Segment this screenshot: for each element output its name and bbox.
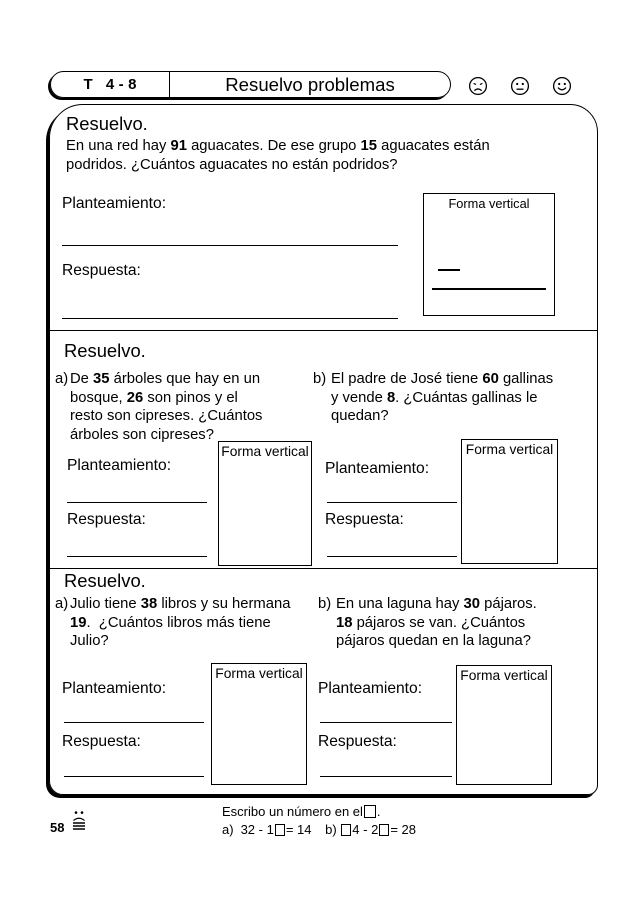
blank-box — [379, 824, 389, 836]
problem-text-segment: árboles que hay en un — [109, 371, 261, 387]
problem-text-segment: son pinos y el — [143, 389, 238, 406]
key-number: 38 — [140, 596, 158, 612]
problem-text-line — [70, 614, 290, 633]
problem-text-segment: pájaros. — [480, 596, 537, 612]
problem-text-line — [70, 595, 290, 614]
section-heading: Resuelvo. — [64, 340, 146, 361]
respuesta-answer-line — [320, 776, 452, 777]
problem-text-segment: bosque, — [70, 389, 127, 406]
page-number: 58 — [50, 820, 65, 835]
key-number: 19 — [70, 614, 87, 631]
key-number: 60 — [482, 371, 499, 387]
section-heading: Resuelvo. — [66, 113, 148, 134]
problem-text-line — [336, 595, 537, 614]
vertical-form-label: Forma vertical — [460, 668, 548, 683]
key-number: 35 — [93, 371, 110, 387]
problem-text-segment: Julio? — [70, 633, 109, 649]
key-number: 91 — [170, 138, 187, 154]
vertical-form-label: Forma vertical — [448, 196, 530, 211]
vertical-form-box — [456, 665, 552, 785]
problem-text — [336, 595, 537, 651]
book-stack-icon — [71, 810, 87, 832]
problem-letter: a) — [55, 371, 69, 387]
exercise-b — [325, 822, 416, 837]
problem-text-segment: En una red hay — [66, 138, 171, 154]
problem-text — [70, 595, 290, 651]
problem-a — [55, 595, 290, 651]
blank-box — [341, 824, 351, 836]
key-number: 18 — [336, 614, 353, 631]
respuesta-label: Respuesta: — [62, 262, 141, 279]
problem-text-segment: aguacates están — [377, 138, 490, 154]
vertical-form-label: Forma vertical — [221, 444, 309, 459]
lesson-code: T 4-8 — [51, 72, 170, 97]
problem-text-segment: y vende — [331, 389, 387, 406]
exercise-result: = 14 — [285, 822, 312, 837]
problem-letter: b) — [318, 596, 332, 612]
problem-text-segment: Julio tiene — [70, 596, 141, 612]
problem-text-line — [70, 632, 290, 651]
problem-text-segment: árboles son cipreses? — [70, 426, 214, 443]
planteamiento-label: Planteamiento: — [67, 457, 172, 474]
problem-text-segment: El padre de José tiene — [331, 371, 483, 387]
exercise-expression: 4 - 2 — [352, 822, 379, 837]
respuesta-answer-line — [64, 776, 204, 777]
problem-text-segment: De — [70, 371, 94, 387]
vertical-form-box — [211, 663, 307, 785]
problem-text-segment: podridos. ¿Cuántos aguacates no están podridos? — [66, 156, 398, 173]
respuesta-label: Respuesta: — [67, 511, 146, 528]
respuesta-label: Respuesta: — [318, 733, 397, 750]
instruction-period: . — [376, 804, 381, 819]
problem-letter: b) — [313, 371, 327, 387]
instruction-text: Escribo un número en el — [222, 804, 363, 819]
exercise-letter: a) — [222, 822, 234, 837]
key-number: 30 — [463, 596, 480, 612]
exercise-a — [222, 822, 315, 837]
section-heading: Resuelvo. — [64, 570, 146, 591]
problem-text-line — [336, 614, 537, 633]
planteamiento-answer-line — [64, 722, 204, 723]
problem-text-line — [336, 632, 537, 651]
problem-text-segment: pájaros se van. ¿Cuántos — [352, 614, 526, 631]
problem-text-segment: quedan? — [331, 408, 389, 424]
problem-text-segment: resto son cipreses. ¿Cuántos — [70, 408, 263, 424]
footer-exercises — [222, 822, 416, 838]
problem-text-segment: En una laguna hay — [336, 596, 464, 612]
planteamiento-label: Planteamiento: — [325, 460, 430, 477]
respuesta-label: Respuesta: — [62, 733, 141, 750]
exercise-letter: b) — [325, 822, 337, 837]
planteamiento-answer-line — [320, 722, 452, 723]
key-number: 26 — [126, 389, 144, 406]
footer-instruction — [222, 804, 381, 820]
exercise-expression: 32 - 1 — [240, 822, 274, 837]
planteamiento-label: Planteamiento: — [62, 195, 167, 212]
planteamiento-label: Planteamiento: — [62, 680, 167, 697]
blank-box — [364, 805, 376, 818]
problem-text-segment: . ¿Cuántas gallinas le — [395, 389, 538, 406]
vertical-form-label: Forma vertical — [215, 666, 303, 681]
exercise-result: = 28 — [390, 822, 416, 837]
planteamiento-label: Planteamiento: — [318, 680, 423, 697]
problem-letter: a) — [55, 596, 69, 612]
problem-text-segment: . ¿Cuántos libros más tiene — [86, 614, 271, 631]
blank-box — [275, 824, 285, 836]
problem-text-segment: gallinas — [498, 371, 554, 387]
vertical-form-label: Forma vertical — [465, 442, 554, 457]
key-number: 15 — [360, 138, 377, 154]
problem-text-segment: libros y su hermana — [157, 596, 291, 612]
worksheet-title: Resuelvo problemas — [225, 73, 395, 95]
respuesta-label: Respuesta: — [325, 511, 404, 528]
key-number: 8 — [386, 389, 396, 406]
problem-b — [318, 595, 537, 651]
problem-text-segment: aguacates. De ese grupo — [186, 138, 361, 154]
problem-text-segment: pájaros quedan en la laguna? — [336, 633, 531, 649]
